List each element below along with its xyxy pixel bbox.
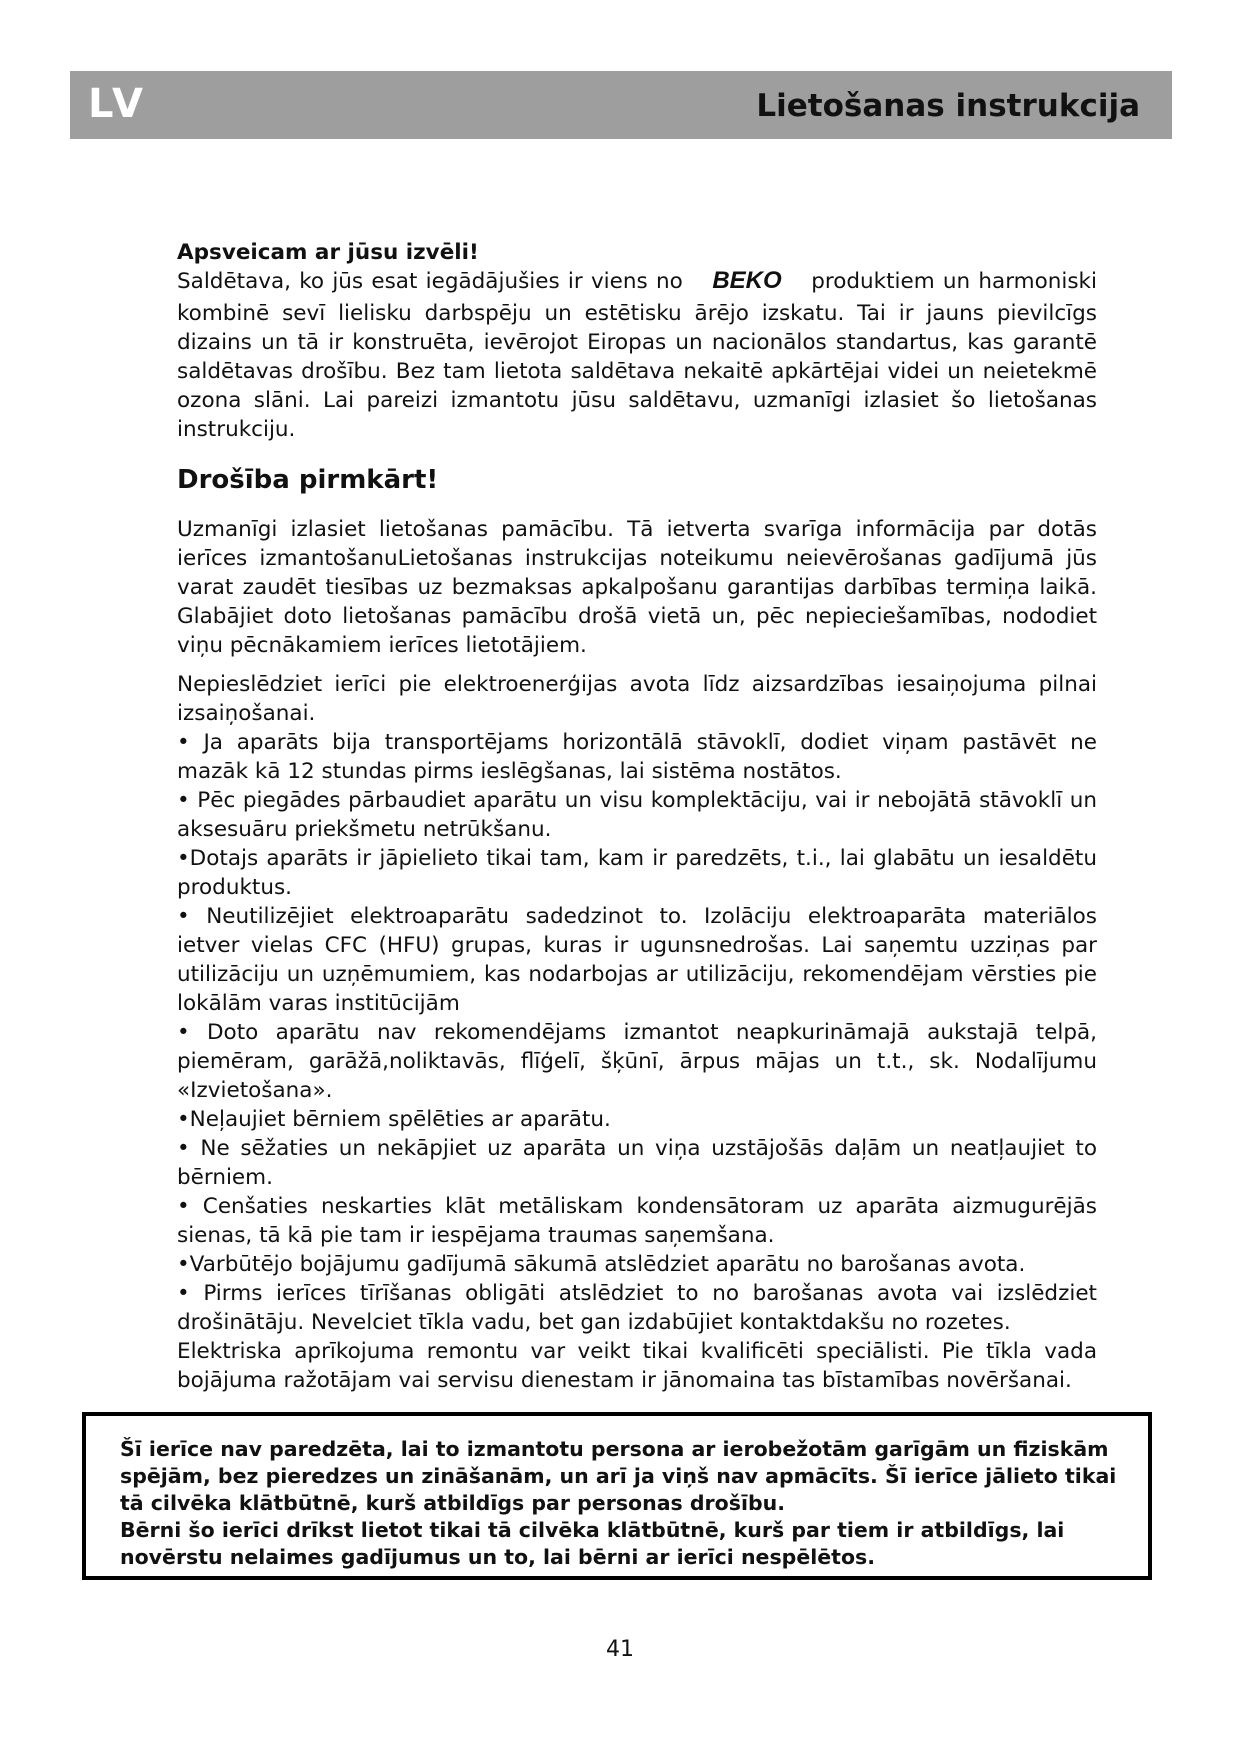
list-item: Elektriska aprīkojuma remontu var veikt tikai kvalificēti speciālisti. Pie tīkla vada bojājuma ražotājam vai servisu dienestam ir jānomaina tas bīstamības novēršanai. (177, 1339, 1097, 1393)
warning-box (82, 1412, 1152, 1580)
beko-logo-text: BEKO (712, 269, 782, 291)
intro-section (177, 238, 1097, 444)
warning-paragraph-2: Bērni šo ierīci drīkst lietot tikai tā cilvēka klātbūtnē, kurš par tiem ir atbildīgs, lai novērstu nelaimes gadījumus un to, lai bērni ar ierīci nespēlētos. (120, 1518, 1065, 1569)
list-item: • Doto aparātu nav rekomendējams izmantot neapkurināmajā aukstajā telpā, piemēram, garāžā,noliktavās, flīģelī, šķūnī, ārpus mājas un t.t., sk. Nodalījumu «Izvietošana». (177, 1020, 1097, 1103)
page-number: 41 (606, 1637, 634, 1662)
welcome-heading: Apsveicam ar jūsu izvēli! (177, 240, 479, 265)
header-bar (70, 71, 1172, 139)
list-item: • Ja aparāts bija transportējams horizontālā stāvoklī, dodiet viņam pastāvēt ne mazāk kā 12 stundas pirms ieslēgšanas, lai sistēma nostātos. (177, 730, 1097, 784)
safety-heading: Drošība pirmkārt! (177, 465, 439, 495)
main-content (177, 238, 1097, 1395)
list-item: • Pirms ierīces tīrīšanas obligāti atslēdziet to no barošanas avota vai izslēdziet drošinātāju. Nevelciet tīkla vadu, bet gan izdabūjiet kontaktdakšu no rozetes. (177, 1281, 1097, 1335)
language-code: LV (88, 81, 147, 127)
safety-paragraph-1: Uzmanīgi izlasiet lietošanas pamācību. Tā ietverta svarīga informācija par dotās ierīces izmantošanuLietošanas instrukcijas noteikumu neievērošanas gadījumā jūs varat zaudēt tiesības uz bezmaksas apkalpošanu garantijas darbības termiņa laikā. Glabājiet doto lietošanas pamācību drošā vietā un, pēc nepieciešamības, nododiet viņu pēcnākamiem ierīces lietotājiem. (177, 517, 1097, 658)
page-title: Lietošanas instrukcija (756, 88, 1140, 124)
intro-paragraph (177, 267, 1097, 444)
list-item: • Ne sēžaties un nekāpjiet uz aparāta un viņa uzstājošās daļām un neatļaujiet to bērniem. (177, 1136, 1097, 1190)
list-item: •Neļaujiet bērniem spēlēties ar aparātu. (177, 1107, 611, 1132)
intro-text-before-logo: Saldētava, ko jūs esat iegādājušies ir viens no (177, 269, 691, 294)
warning-paragraph-1: Šī ierīce nav paredzēta, lai to izmantotu persona ar ierobežotām garīgām un fiziskām spējām, bez pieredzes un zināšanām, un arī ja viņš nav apmācīts. Šī ierīce jālieto tikai tā cilvēka klātbūtnē, kurš atbildīgs par personas drošību. (120, 1437, 1117, 1515)
list-item: • Pēc piegādes pārbaudiet aparātu un visu komplektāciju, vai ir nebojātā stāvoklī un aksesuāru priekšmetu netrūkšanu. (177, 788, 1097, 842)
safety-paragraph-2: Nepieslēdziet ierīci pie elektroenerģijas avota līdz aizsardzības iesaiņojuma pilnai izsaiņošanai. (177, 672, 1097, 726)
list-item: •Dotajs aparāts ir jāpielieto tikai tam, kam ir paredzēts, t.i., lai glabātu un iesaldētu produktus. (177, 846, 1097, 900)
intro-text-after-logo: produktiem un harmoniski kombinē sevī lielisku darbspēju un estētisku ārējo izskatu. Tai ir jauns pievilcīgs dizains un tā ir konstruēta, ievērojot Eiropas un nacionālos standartus, kas garantē saldētavas drošību. Bez tam lietota saldētava nekaitē apkārtējai videi un neietekmē ozona slāni. Lai pareizi izmantotu jūsu saldētavu, uzmanīgi izlasiet šo lietošanas instrukciju. (177, 269, 1097, 442)
safety-bullet-list (177, 728, 1097, 1395)
list-item: • Neutilizējiet elektroaparātu sadedzinot to. Izolāciju elektroaparāta materiālos ietver vielas CFC (HFU) grupas, kuras ir ugunsnedrošas. Lai saņemtu uzziņas par utilizāciju un uzņēmumiem, kas nodarbojas ar utilizāciju, rekomendējam vērsties pie lokālām varas institūcijām (177, 904, 1097, 1016)
list-item: • Cenšaties neskarties klāt metāliskam kondensātoram uz aparāta aizmugurējās sienas, tā kā pie tam ir iespējama traumas saņemšana. (177, 1194, 1097, 1248)
beko-logo (695, 269, 799, 299)
list-item: •Varbūtējo bojājumu gadījumā sākumā atslēdziet aparātu no barošanas avota. (177, 1252, 1026, 1277)
